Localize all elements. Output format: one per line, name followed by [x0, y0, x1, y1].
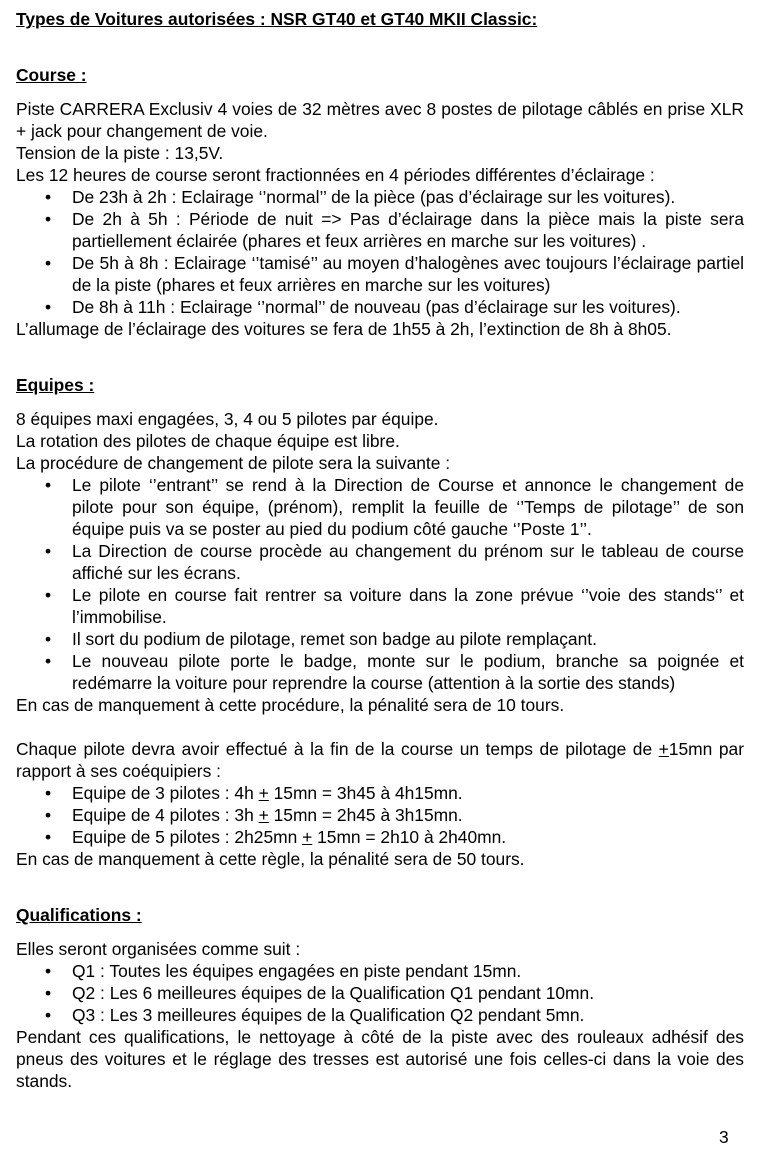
penalty-rule: En cas de manquement à cette règle, la pénalité sera de 50 tours.	[16, 849, 525, 869]
bullet-icon: •	[45, 585, 52, 605]
bullet-icon: •	[45, 253, 52, 273]
course-section	[16, 64, 744, 340]
list-item: • De 2h à 5h : Période de nuit => Pas d’éclairage dans la pièce mais la piste sera partiellement éclairée (phares et feux arrières en marche sur les voitures) .	[45, 209, 744, 251]
list-item: • Equipe de 3 pilotes : 4h + 15mn = 3h45 à 4h15mn.	[45, 783, 463, 803]
qualifications-heading: Qualifications :	[16, 905, 142, 925]
bullet-icon: •	[45, 541, 52, 561]
equipes-section	[16, 374, 744, 870]
list-item: • De 8h à 11h : Eclairage ‘’normal’’ de nouveau (pas d’éclairage sur les voitures).	[45, 297, 681, 317]
list-item: • Le pilote en course fait rentrer sa voiture dans la zone prévue ‘’voie des stands‘’ et l’immobilise.	[45, 585, 744, 627]
qualifications-list	[16, 960, 744, 1026]
bullet-icon: •	[45, 783, 52, 803]
plus-minus: +	[302, 827, 313, 847]
bullet-icon: •	[45, 209, 52, 229]
equipes-line: La procédure de changement de pilote sera la suivante :	[16, 453, 451, 473]
plus-minus: +	[258, 805, 269, 825]
tension-text: Tension de la piste : 13,5V.	[16, 143, 224, 163]
list-item: • Q1 : Toutes les équipes engagées en piste pendant 15mn.	[45, 961, 522, 981]
piste-text: Piste CARRERA Exclusiv 4 voies de 32 mètres avec 8 postes de pilotage câblés en prise XLR + jack pour changement de voie.	[16, 99, 744, 141]
bullet-icon: •	[45, 961, 52, 981]
bullet-icon: •	[45, 187, 52, 207]
time-rule: Chaque pilote devra avoir effectué à la fin de la course un temps de pilotage de +15mn par rapport à ses coéquipiers :	[16, 739, 744, 781]
bullet-icon: •	[45, 651, 52, 671]
team-times-list	[16, 782, 744, 848]
equipes-line: 8 équipes maxi engagées, 3, 4 ou 5 pilotes par équipe.	[16, 409, 439, 429]
periods-list	[16, 186, 744, 318]
page-number: 3	[719, 1127, 729, 1147]
list-item: • Q3 : Les 3 meilleures équipes de la Qualification Q2 pendant 5mn.	[45, 1005, 585, 1025]
bullet-icon: •	[45, 629, 52, 649]
list-item: • Equipe de 5 pilotes : 2h25mn + 15mn = 2h10 à 2h40mn.	[45, 827, 507, 847]
bullet-icon: •	[45, 805, 52, 825]
procedure-list	[16, 474, 744, 694]
list-item: • Equipe de 4 pilotes : 3h + 15mn = 2h45 à 3h15mn.	[45, 805, 463, 825]
periods-intro: Les 12 heures de course seront fractionnées en 4 périodes différentes d’éclairage :	[16, 165, 655, 185]
bullet-icon: •	[45, 1005, 52, 1025]
equipes-heading: Equipes :	[16, 375, 95, 395]
list-item: • Le nouveau pilote porte le badge, monte sur le podium, branche sa poignée et redémarre la voiture pour reprendre la course (attention à la sortie des stands)	[45, 651, 744, 693]
bullet-icon: •	[45, 297, 52, 317]
qualifications-section	[16, 904, 744, 1092]
list-item: • De 5h à 8h : Eclairage ‘’tamisé’’ au moyen d’halogènes avec toujours l’éclairage partiel de la piste (phares et feux arrières en marche sur les voitures)	[45, 253, 744, 295]
allumage-text: L’allumage de l’éclairage des voitures se fera de 1h55 à 2h, l’extinction de 8h à 8h05.	[16, 319, 672, 339]
list-item: • Q2 : Les 6 meilleures équipes de la Qualification Q1 pendant 10mn.	[45, 983, 595, 1003]
list-item: • La Direction de course procède au changement du prénom sur le tableau de course affiché sur les écrans.	[45, 541, 744, 583]
equipes-line: La rotation des pilotes de chaque équipe est libre.	[16, 431, 400, 451]
plus-minus: +	[258, 783, 269, 803]
list-item: • Le pilote ‘’entrant’’ se rend à la Direction de Course et annonce le changement de pilote pour son équipe, (prénom), remplit la feuille de ‘’Temps de pilotage’’ de son équipe puis va se poster au pied du podium côté gauche ‘’Poste 1’’.	[45, 475, 744, 539]
qualifications-intro: Elles seront organisées comme suit :	[16, 939, 301, 959]
bullet-icon: •	[45, 983, 52, 1003]
qualifications-note: Pendant ces qualifications, le nettoyage à côté de la piste avec des rouleaux adhésif des pneus des voitures et le réglage des tresses est autorisé une fois celles-ci dans la voie des stands.	[16, 1027, 744, 1091]
document-page	[16, 8, 744, 1092]
penalty-procedure: En cas de manquement à cette procédure, la pénalité sera de 10 tours.	[16, 695, 565, 715]
list-item: • De 23h à 2h : Eclairage ‘’normal’’ de la pièce (pas d’éclairage sur les voitures).	[45, 187, 676, 207]
course-heading: Course :	[16, 65, 87, 85]
list-item: • Il sort du podium de pilotage, remet son badge au pilote remplaçant.	[45, 629, 597, 649]
document-title: Types de Voitures autorisées : NSR GT40 et GT40 MKII Classic:	[16, 9, 538, 29]
bullet-icon: •	[45, 475, 52, 495]
plus-minus: +	[658, 739, 669, 759]
bullet-icon: •	[45, 827, 52, 847]
